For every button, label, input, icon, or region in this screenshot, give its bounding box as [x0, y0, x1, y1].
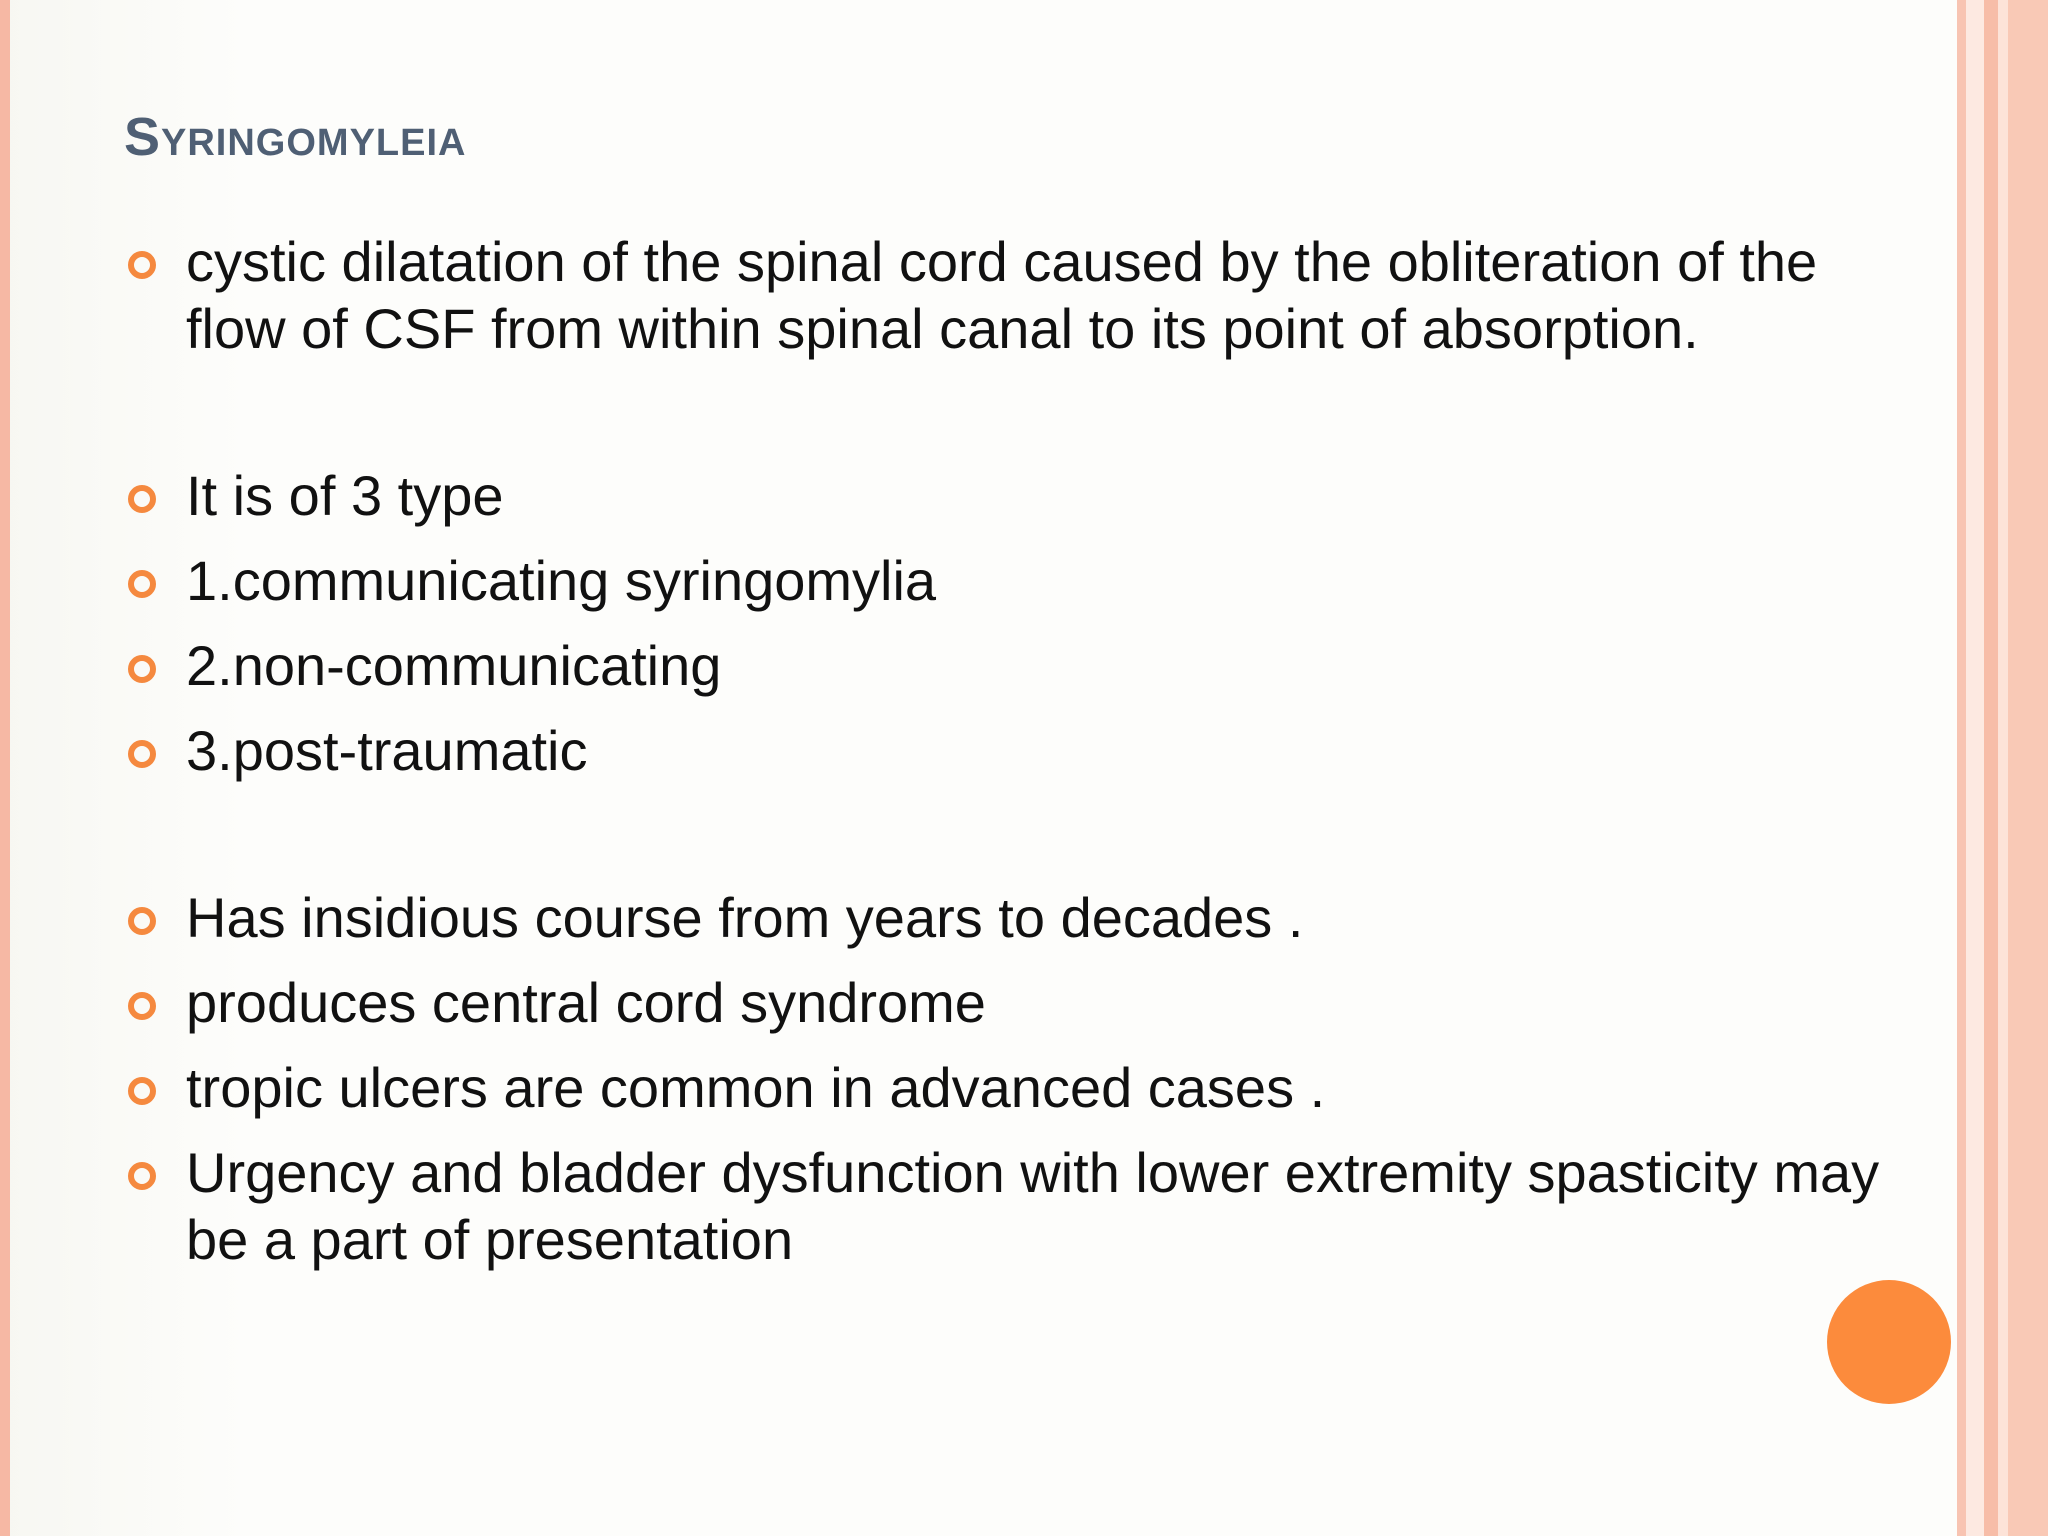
bullet-circle-icon — [128, 1077, 156, 1105]
bullet-circle-icon — [128, 655, 156, 683]
bullet-list — [124, 228, 1924, 1291]
bullet-circle-icon — [128, 1162, 156, 1190]
right-stripe — [1998, 0, 2008, 1536]
bullet-text: tropic ulcers are common in advanced cases . — [186, 1056, 1326, 1119]
bullet-item — [124, 1054, 1924, 1121]
slide-title: Syringomyleia — [124, 107, 467, 167]
bullet-item — [124, 884, 1924, 951]
left-border — [0, 0, 10, 1536]
orange-circle-decoration — [1827, 1280, 1951, 1404]
bullet-text: produces central cord syndrome — [186, 971, 986, 1034]
right-stripe — [1966, 0, 1984, 1536]
right-stripe — [2008, 0, 2048, 1536]
bullet-circle-icon — [128, 251, 156, 279]
bullet-text: 1.communicating syringomylia — [186, 549, 937, 612]
bullet-item — [124, 228, 1924, 362]
bullet-item — [124, 632, 1924, 699]
bullet-item — [124, 547, 1924, 614]
bullet-text: cystic dilatation of the spinal cord caused by the obliteration of the flow of CSF from within spinal canal to its point of absorption. — [186, 230, 1818, 360]
bullet-item — [124, 717, 1924, 784]
bullet-item — [124, 462, 1924, 529]
bullet-text: 2.non-communicating — [186, 634, 722, 697]
right-stripe — [1957, 0, 1966, 1536]
right-stripe — [1984, 0, 1998, 1536]
bullet-text: Has insidious course from years to decades . — [186, 886, 1304, 949]
bullet-circle-icon — [128, 907, 156, 935]
bullet-text: 3.post-traumatic — [186, 719, 588, 782]
bullet-text: Urgency and bladder dysfunction with lower extremity spasticity may be a part of presentation — [186, 1141, 1880, 1271]
bullet-circle-icon — [128, 570, 156, 598]
bullet-circle-icon — [128, 740, 156, 768]
bullet-circle-icon — [128, 485, 156, 513]
bullet-text: It is of 3 type — [186, 464, 504, 527]
bullet-item — [124, 1139, 1924, 1273]
bullet-circle-icon — [128, 992, 156, 1020]
bullet-item — [124, 969, 1924, 1036]
